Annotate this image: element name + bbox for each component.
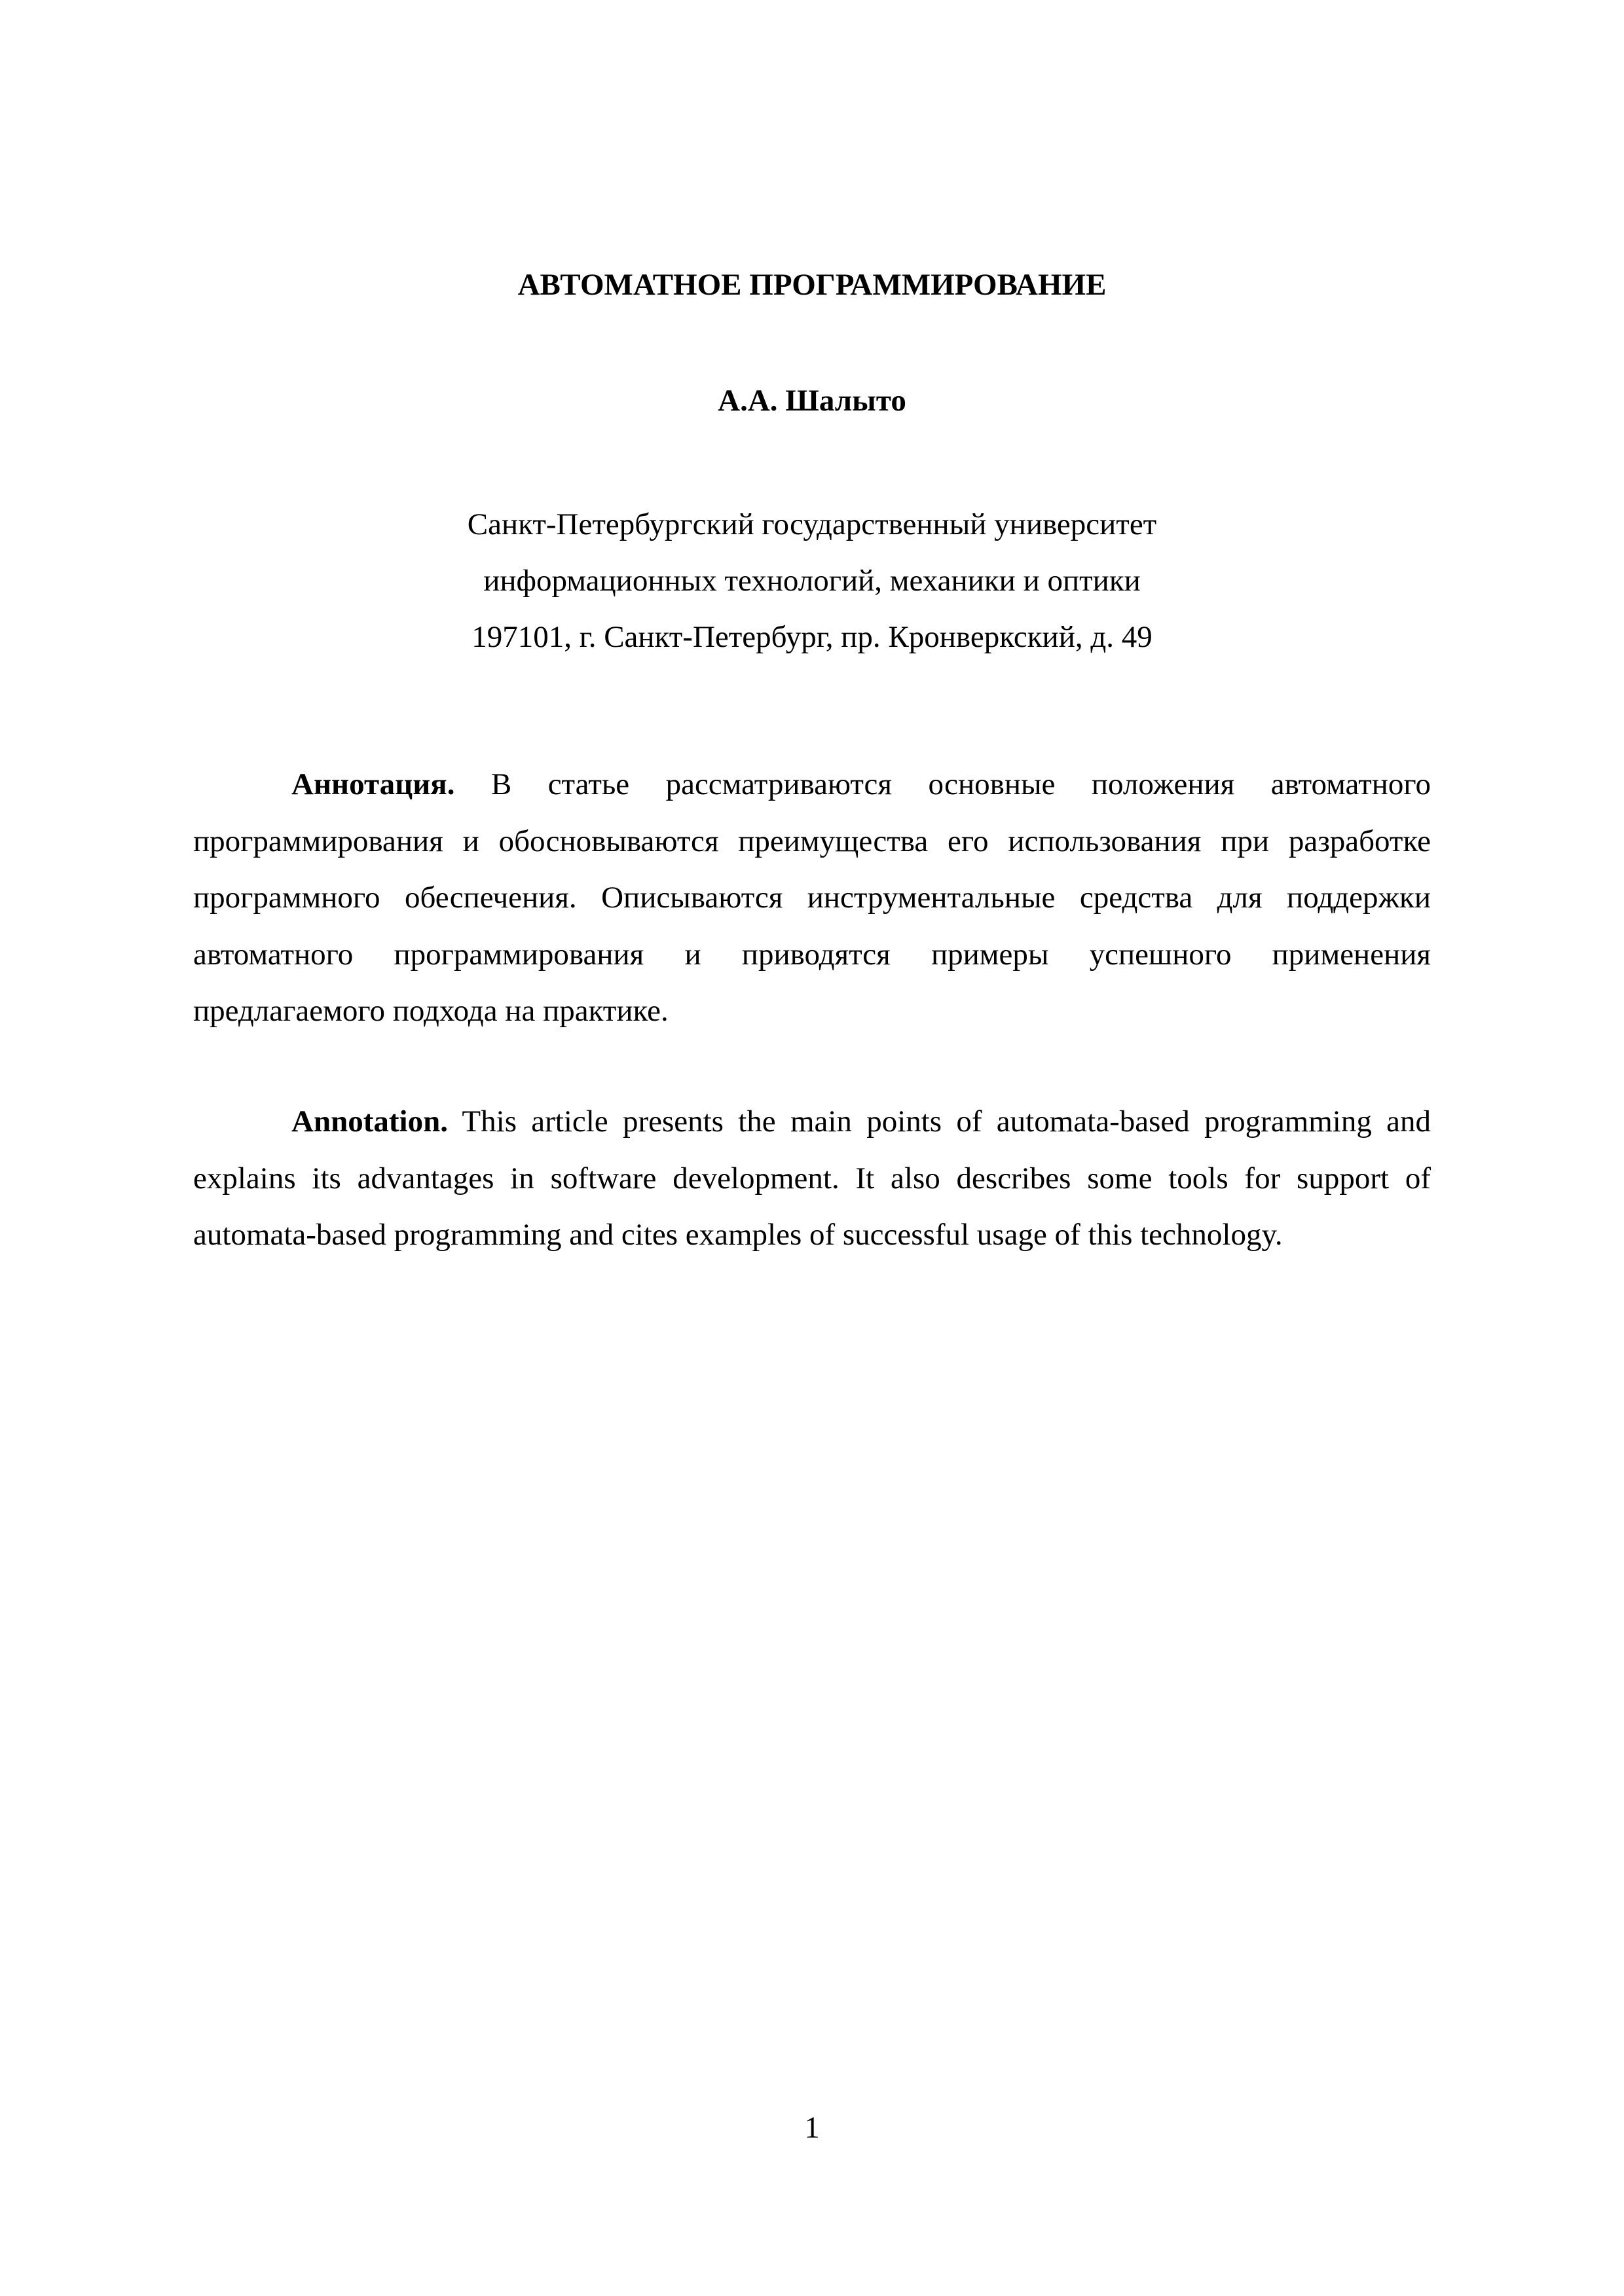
affiliation-line-1: Санкт-Петербургский государственный университет: [467, 507, 1157, 541]
affiliation-address: 197101, г. Санкт-Петербург, пр. Кронверкский, д. 49: [471, 620, 1153, 654]
page-number: 1: [804, 2111, 820, 2145]
paper-title: АВТОМАТНОЕ ПРОГРАММИРОВАНИЕ: [517, 268, 1107, 302]
abstract-russian-label: Аннотация.: [291, 767, 455, 801]
affiliation-line-2: информационных технологий, механики и оптики: [483, 564, 1141, 598]
author-name: А.А. Шалыто: [718, 384, 906, 418]
abstract-russian-text: В статье рассматриваются основные положения автоматного программирования и обосновываются преимущества его использования при разработке программного обеспечения. Описываются инструментальные средства для поддержки автоматного программирования и приводятся примеры успешного применения предлагаемого подхода на практике.: [193, 767, 1431, 1028]
abstract-english-text: This article presents the main points of automata-based programming and explains its advantages in software development. It also describes some tools for support of automata-based programming and cites examples of successful usage of this technology.: [193, 1104, 1431, 1252]
abstract-english-label: Annotation.: [291, 1104, 448, 1139]
affiliation-block: [0, 496, 1624, 665]
abstract-english: [193, 1093, 1431, 1264]
abstract-russian: [193, 756, 1431, 1040]
